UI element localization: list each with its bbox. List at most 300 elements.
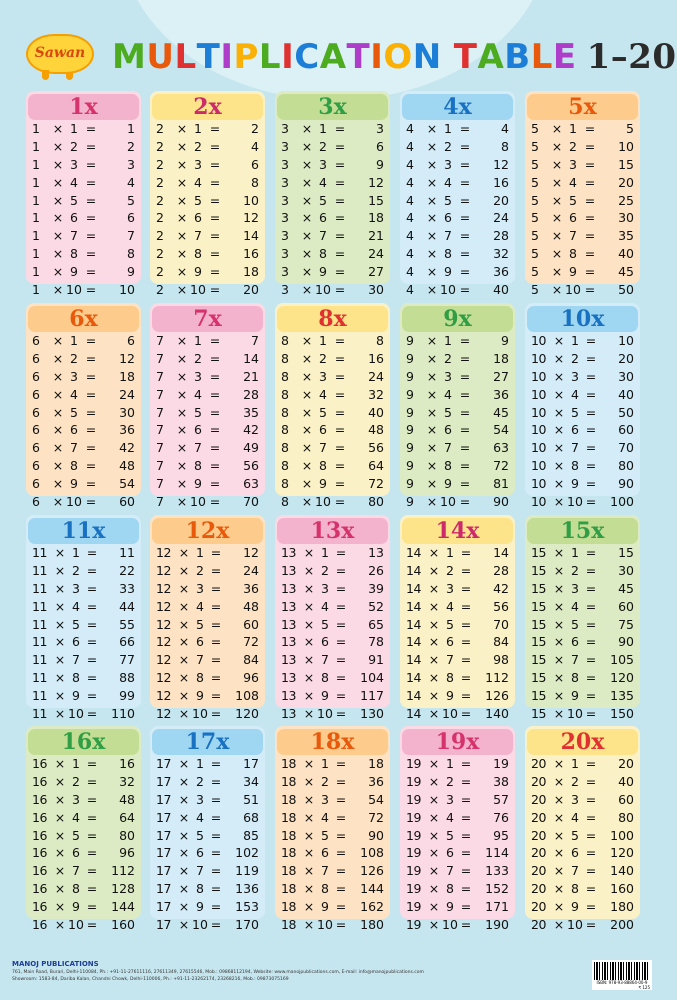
product: 72	[243, 634, 259, 650]
table-row	[275, 580, 390, 598]
multiplier: 6	[194, 210, 202, 226]
multiplier: 6	[319, 210, 327, 226]
multiplicand: 10	[531, 494, 546, 510]
multiplicand: 3	[281, 228, 289, 244]
table-row	[400, 227, 515, 245]
product: 15	[618, 545, 634, 560]
times-sign: ×	[551, 264, 563, 280]
times-sign: ×	[426, 404, 438, 420]
product: 85	[243, 827, 259, 843]
equals-sign: =	[85, 350, 97, 366]
multiplier: 4	[444, 174, 452, 190]
multiplier: 4	[321, 598, 329, 614]
multiplicand: 1	[32, 264, 40, 280]
equals-sign: =	[209, 440, 221, 456]
multiplicand: 6	[32, 350, 40, 366]
multiplicand: 1	[32, 246, 40, 262]
table-heading: 1x	[28, 94, 139, 120]
multiplier: 1	[446, 545, 454, 560]
equals-sign: =	[86, 756, 98, 771]
multiplicand: 2	[156, 246, 164, 262]
equals-sign: =	[85, 458, 97, 474]
product: 32	[368, 386, 384, 402]
table-row	[26, 773, 141, 791]
multiplicand: 5	[531, 138, 539, 154]
equals-sign: =	[585, 634, 597, 650]
times-sign: ×	[426, 228, 438, 244]
times-sign: ×	[551, 210, 563, 226]
table-row	[525, 475, 640, 493]
product: 117	[360, 688, 384, 704]
times-sign: ×	[52, 404, 64, 420]
multiplicand: 13	[281, 545, 296, 560]
multiplier: 5	[446, 616, 454, 632]
table-row	[275, 844, 390, 862]
multiplier: 6	[72, 845, 80, 861]
times-sign: ×	[551, 282, 563, 298]
equals-sign: =	[85, 138, 97, 154]
multiplicand: 9	[406, 494, 414, 510]
times-sign: ×	[426, 192, 438, 208]
times-sign: ×	[426, 246, 438, 262]
multiplicand: 9	[406, 386, 414, 402]
multiplier: 7	[194, 228, 202, 244]
multiplicand: 6	[32, 386, 40, 402]
title-letter: L	[174, 37, 197, 77]
equals-sign: =	[85, 476, 97, 492]
multiplicand: 1	[32, 174, 40, 190]
equals-sign: =	[335, 545, 347, 560]
product: 105	[610, 652, 634, 668]
times-sign: ×	[301, 350, 313, 366]
times-sign: ×	[428, 827, 440, 843]
times-sign: ×	[301, 404, 313, 420]
multiplicand: 16	[32, 863, 47, 879]
times-sign: ×	[52, 494, 64, 510]
table-row	[26, 421, 141, 439]
table-row	[275, 773, 390, 791]
multiplicand: 2	[156, 228, 164, 244]
multiplier: 9	[319, 264, 327, 280]
equals-sign: =	[210, 791, 222, 807]
multiplier: 5	[196, 827, 204, 843]
multiplier: 1	[321, 756, 329, 771]
equals-sign: =	[585, 706, 597, 722]
times-sign: ×	[551, 121, 563, 136]
equals-sign: =	[334, 282, 346, 298]
product: 80	[368, 494, 384, 510]
multiplier: 1	[70, 121, 78, 136]
multiplier: 5	[446, 827, 454, 843]
showroom-address: Showroom: 1583-84, Dariba Kalan, Chandni Chowk, Delhi-110006, Ph.: +91-11-23262174, 23268216, Mob.: 09873075169	[12, 977, 289, 982]
times-sign: ×	[301, 386, 313, 402]
times-sign: ×	[301, 368, 313, 384]
equals-sign: =	[209, 246, 221, 262]
equals-sign: =	[210, 706, 222, 722]
multiplier: 3	[72, 791, 80, 807]
multiplier: 10	[317, 917, 333, 933]
times-sign: ×	[178, 791, 190, 807]
equals-sign: =	[210, 881, 222, 897]
table-row	[275, 350, 390, 368]
product: 120	[610, 670, 634, 686]
multiplier: 9	[444, 476, 452, 492]
equals-sign: =	[86, 616, 98, 632]
multiplier: 10	[315, 494, 331, 510]
table-card-2	[150, 91, 265, 298]
times-sign: ×	[551, 156, 563, 172]
table-row	[150, 227, 265, 245]
table-row	[525, 245, 640, 263]
multiplier: 3	[319, 368, 327, 384]
multiplier: 1	[321, 545, 329, 560]
footer	[12, 960, 652, 1000]
times-sign: ×	[303, 562, 315, 578]
header	[0, 0, 677, 86]
times-sign: ×	[301, 192, 313, 208]
times-sign: ×	[303, 863, 315, 879]
multiplicand: 8	[281, 350, 289, 366]
multiplicand: 9	[406, 440, 414, 456]
title-letter: I	[370, 37, 384, 77]
table-row	[150, 493, 265, 511]
multiplicand: 7	[156, 386, 164, 402]
equals-sign: =	[86, 706, 98, 722]
multiplier: 4	[321, 809, 329, 825]
product: 96	[119, 845, 135, 861]
times-sign: ×	[52, 440, 64, 456]
multiplicand: 14	[406, 634, 421, 650]
multiplicand: 11	[32, 634, 47, 650]
table-row	[275, 651, 390, 669]
times-sign: ×	[54, 616, 66, 632]
equals-sign: =	[335, 706, 347, 722]
product: 200	[610, 917, 634, 933]
table-row	[275, 227, 390, 245]
multiplicand: 3	[281, 174, 289, 190]
multiplier: 2	[196, 562, 204, 578]
times-sign: ×	[52, 386, 64, 402]
equals-sign: =	[209, 368, 221, 384]
multiplicand: 3	[281, 156, 289, 172]
equals-sign: =	[335, 899, 347, 915]
table-row	[150, 844, 265, 862]
table-row	[400, 844, 515, 862]
times-sign: ×	[176, 386, 188, 402]
multiplier: 7	[444, 228, 452, 244]
multiplicand: 8	[281, 476, 289, 492]
table-heading: 20x	[527, 729, 638, 755]
equals-sign: =	[210, 634, 222, 650]
table-card-5	[525, 91, 640, 298]
equals-sign: =	[584, 138, 596, 154]
product: 190	[485, 917, 509, 933]
multiplicand: 20	[531, 845, 546, 861]
equals-sign: =	[86, 863, 98, 879]
multiplicand: 6	[32, 494, 40, 510]
multiplier: 5	[319, 192, 327, 208]
multiplicand: 10	[531, 386, 546, 402]
product: 120	[235, 706, 259, 722]
multiplier: 9	[571, 476, 579, 492]
equals-sign: =	[334, 192, 346, 208]
table-card-3	[275, 91, 390, 298]
equals-sign: =	[210, 773, 222, 789]
multiplier: 5	[444, 192, 452, 208]
product: 80	[119, 827, 135, 843]
times-sign: ×	[301, 440, 313, 456]
product: 8	[376, 333, 384, 348]
table-row	[525, 916, 640, 934]
product: 60	[119, 494, 135, 510]
multiplicand: 16	[32, 845, 47, 861]
times-sign: ×	[176, 156, 188, 172]
multiplicand: 11	[32, 562, 47, 578]
multiplier: 9	[571, 899, 579, 915]
table-row	[275, 898, 390, 916]
equals-sign: =	[585, 494, 597, 510]
table-row	[26, 281, 141, 299]
times-sign: ×	[553, 791, 565, 807]
multiplicand: 6	[32, 440, 40, 456]
equals-sign: =	[585, 386, 597, 402]
product: 54	[368, 791, 384, 807]
multiplier: 6	[196, 634, 204, 650]
multiplicand: 16	[32, 899, 47, 915]
times-sign: ×	[176, 440, 188, 456]
multiplier: 5	[569, 192, 577, 208]
equals-sign: =	[335, 652, 347, 668]
table-row	[400, 562, 515, 580]
table-row	[26, 350, 141, 368]
multiplicand: 8	[281, 440, 289, 456]
times-sign: ×	[54, 756, 66, 771]
multiplier: 4	[571, 809, 579, 825]
table-heading: 4x	[402, 94, 513, 120]
times-sign: ×	[428, 809, 440, 825]
table-row	[525, 705, 640, 723]
table-heading: 15x	[527, 518, 638, 544]
times-sign: ×	[426, 386, 438, 402]
equals-sign: =	[460, 756, 472, 771]
multiplier: 4	[196, 598, 204, 614]
multiplicand: 5	[531, 156, 539, 172]
product: 84	[493, 634, 509, 650]
multiplicand: 14	[406, 688, 421, 704]
multiplicand: 12	[156, 688, 171, 704]
multiplier: 8	[446, 881, 454, 897]
multiplicand: 18	[281, 827, 296, 843]
table-row	[26, 263, 141, 281]
multiplier: 4	[446, 809, 454, 825]
table-row	[150, 562, 265, 580]
multiplier: 1	[319, 121, 327, 136]
table-row	[525, 791, 640, 809]
equals-sign: =	[209, 333, 221, 348]
times-sign: ×	[52, 282, 64, 298]
multiplier: 7	[446, 863, 454, 879]
times-sign: ×	[176, 368, 188, 384]
times-sign: ×	[52, 174, 64, 190]
times-sign: ×	[176, 494, 188, 510]
equals-sign: =	[209, 404, 221, 420]
product: 99	[119, 688, 135, 704]
equals-sign: =	[86, 845, 98, 861]
equals-sign: =	[210, 545, 222, 560]
multiplier: 2	[70, 138, 78, 154]
product: 16	[243, 246, 259, 262]
multiplicand: 14	[406, 580, 421, 596]
times-sign: ×	[426, 476, 438, 492]
table-row	[26, 687, 141, 705]
equals-sign: =	[210, 670, 222, 686]
title-letter: L	[258, 37, 282, 77]
equals-sign: =	[85, 494, 97, 510]
table-row	[400, 616, 515, 634]
product: 72	[368, 809, 384, 825]
equals-sign: =	[209, 264, 221, 280]
multiplier: 3	[194, 156, 202, 172]
table-row	[525, 809, 640, 827]
table-row	[275, 386, 390, 404]
multiplicand: 16	[32, 773, 47, 789]
table-row	[150, 174, 265, 192]
equals-sign: =	[585, 616, 597, 632]
times-sign: ×	[52, 156, 64, 172]
equals-sign: =	[334, 404, 346, 420]
times-sign: ×	[178, 670, 190, 686]
equals-sign: =	[209, 350, 221, 366]
table-row	[525, 227, 640, 245]
table-row	[525, 174, 640, 192]
multiplier: 2	[571, 350, 579, 366]
multiplicand: 15	[531, 562, 546, 578]
table-row	[26, 245, 141, 263]
multiplicand: 9	[406, 458, 414, 474]
table-row	[525, 192, 640, 210]
table-row	[525, 281, 640, 299]
product: 6	[127, 210, 135, 226]
product: 152	[485, 881, 509, 897]
equals-sign: =	[460, 688, 472, 704]
product: 171	[485, 899, 509, 915]
multiplier: 5	[444, 404, 452, 420]
product: 7	[251, 333, 259, 348]
multiplier: 8	[446, 670, 454, 686]
equals-sign: =	[460, 616, 472, 632]
product: 128	[111, 881, 135, 897]
times-sign: ×	[426, 494, 438, 510]
table-row	[150, 809, 265, 827]
table-row	[26, 862, 141, 880]
multiplier: 10	[190, 494, 206, 510]
multiplicand: 5	[531, 264, 539, 280]
times-sign: ×	[52, 264, 64, 280]
multiplier: 5	[194, 404, 202, 420]
equals-sign: =	[585, 773, 597, 789]
multiplier: 6	[444, 422, 452, 438]
multiplicand: 15	[531, 598, 546, 614]
equals-sign: =	[459, 246, 471, 262]
multiplicand: 6	[32, 333, 40, 348]
product: 120	[610, 845, 634, 861]
product: 130	[360, 706, 384, 722]
product: 78	[368, 634, 384, 650]
product: 16	[493, 174, 509, 190]
table-row	[150, 156, 265, 174]
multiplier: 4	[571, 598, 579, 614]
times-sign: ×	[303, 845, 315, 861]
equals-sign: =	[210, 863, 222, 879]
multiplier: 10	[567, 917, 583, 933]
table-row	[26, 475, 141, 493]
multiplier: 4	[194, 386, 202, 402]
multiplier: 8	[569, 246, 577, 262]
times-sign: ×	[303, 917, 315, 933]
equals-sign: =	[585, 670, 597, 686]
multiplicand: 5	[531, 192, 539, 208]
product: 45	[618, 264, 634, 280]
product: 13	[368, 545, 384, 560]
table-row	[400, 457, 515, 475]
multiplier: 1	[569, 121, 577, 136]
table-card-16	[26, 726, 141, 933]
times-sign: ×	[428, 791, 440, 807]
table-row	[150, 669, 265, 687]
table-row	[275, 457, 390, 475]
product: 15	[368, 192, 384, 208]
multiplicand: 19	[406, 773, 421, 789]
times-sign: ×	[54, 899, 66, 915]
product: 126	[485, 688, 509, 704]
multiplicand: 20	[531, 756, 546, 771]
times-sign: ×	[303, 756, 315, 771]
product: 112	[111, 863, 135, 879]
publisher-name: MANOJ PUBLICATIONS	[12, 960, 99, 968]
times-sign: ×	[426, 458, 438, 474]
equals-sign: =	[459, 350, 471, 366]
equals-sign: =	[210, 756, 222, 771]
table-row	[525, 862, 640, 880]
times-sign: ×	[551, 174, 563, 190]
multiplicand: 8	[281, 422, 289, 438]
multiplier: 3	[194, 368, 202, 384]
sawan-logo	[26, 34, 94, 74]
multiplier: 3	[321, 580, 329, 596]
table-heading: 19x	[402, 729, 513, 755]
equals-sign: =	[460, 845, 472, 861]
product: 70	[618, 440, 634, 456]
multiplicand: 10	[531, 404, 546, 420]
product: 12	[368, 174, 384, 190]
multiplier: 7	[571, 440, 579, 456]
times-sign: ×	[303, 652, 315, 668]
multiplicand: 14	[406, 598, 421, 614]
product: 144	[360, 881, 384, 897]
times-sign: ×	[553, 616, 565, 632]
equals-sign: =	[335, 881, 347, 897]
multiplier: 2	[194, 138, 202, 154]
product: 30	[618, 368, 634, 384]
table-row	[150, 862, 265, 880]
times-sign: ×	[303, 827, 315, 843]
multiplicand: 20	[531, 881, 546, 897]
times-sign: ×	[176, 138, 188, 154]
times-sign: ×	[178, 652, 190, 668]
equals-sign: =	[459, 458, 471, 474]
table-row	[150, 773, 265, 791]
multiplicand: 19	[406, 809, 421, 825]
